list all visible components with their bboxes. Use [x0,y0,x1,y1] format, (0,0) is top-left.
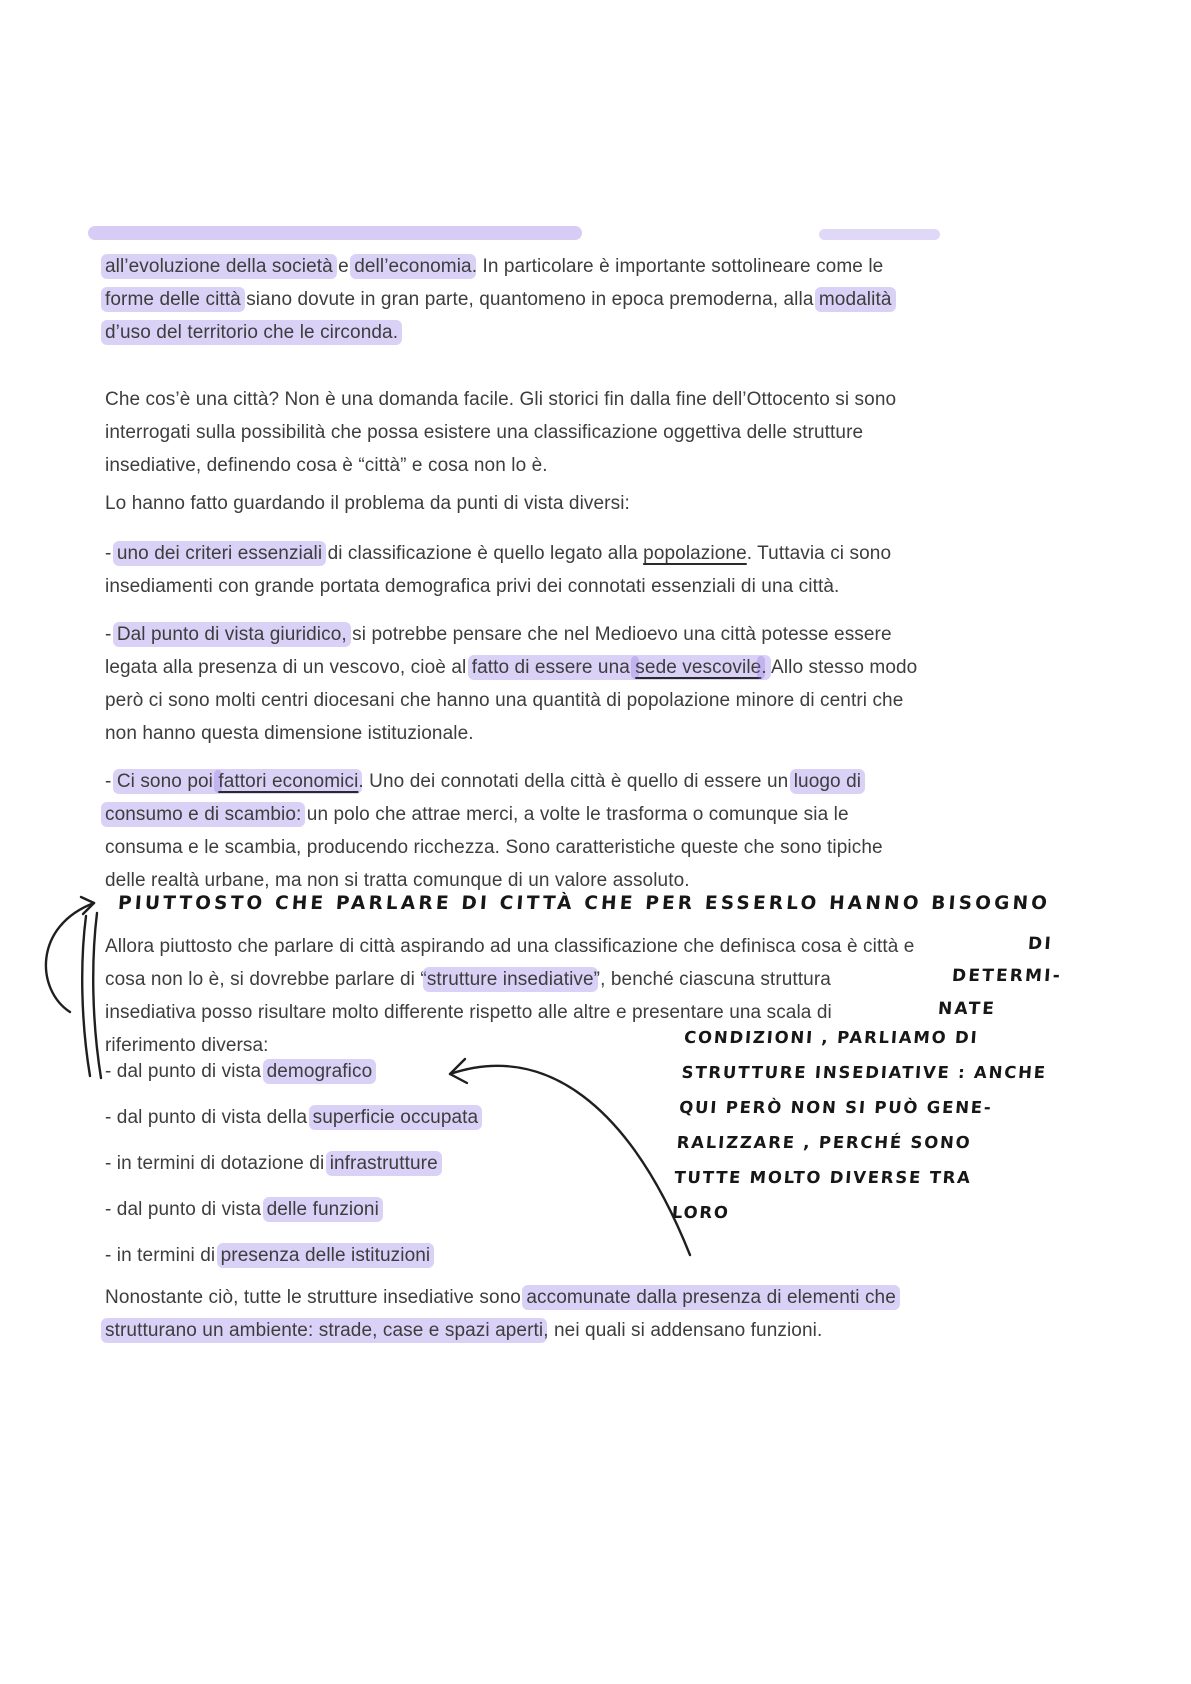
text-segment: insediamenti con grande portata demografica privi dei connotati essenziali di una città. [105,576,840,597]
handwritten-margin-word-di: DI [1027,934,1054,954]
margin-emphasis-bar-icon [82,916,90,1076]
paragraph-intro-evoluzione [105,250,892,349]
highlighted-text: uno dei criteri essenziali [113,541,326,566]
text-segment: , nei quali si addensano funzioni. [543,1320,823,1341]
highlighted-text: dell’economia [350,254,475,279]
text-segment: delle realtà urbane, ma non si tratta comunque di un valore assoluto. [105,870,690,891]
text-line [105,416,896,449]
text-line [105,383,896,416]
text-line [105,930,914,963]
margin-curved-arrow-head-icon [81,897,94,914]
highlighted-text: consumo e di scambio: [101,802,305,827]
text-line [105,570,891,603]
text-line [105,316,892,349]
text-line [105,1281,896,1314]
paragraph-conclusione [105,1281,896,1347]
highlighted-text: all’evoluzione della società [101,254,337,279]
text-segment: . Tuttavia ci sono [746,543,892,564]
link-curved-arrow-icon [450,1066,690,1255]
text-segment: . Uno dei connotati della città è quello di essere un [358,771,794,792]
text-segment: - dal punto di vista [105,1061,267,1082]
margin-curved-arrow-icon [46,903,94,1012]
bullet-demografico [105,1055,372,1088]
text-segment: insediativa posso risultare molto differente rispetto alle altre e presentare una scala di [105,1002,832,1023]
text-segment: consuma e le scambia, producendo ricchezza. Sono caratteristiche queste che sono tipiche [105,837,883,858]
text-segment: Che cos’è una città? Non è una domanda facile. Gli storici fin dalla fine dell’Ottocento si sono [105,389,897,410]
text-segment: Allora piuttosto che parlare di città aspirando ad una classificazione che definisca cosa è città e [105,936,915,957]
highlighted-text: Ci sono poi [113,769,223,794]
paragraph-punti-di-vista [105,487,630,520]
link-curved-arrow-head-icon [450,1059,467,1083]
highlighted-text: fattori economici [214,769,362,794]
highlighted-text: modalità [815,287,896,312]
text-line [105,765,883,798]
highlighted-text: demografico [263,1059,377,1084]
text-segment: - [105,624,117,645]
bullet-superficie-occupata [105,1101,478,1134]
text-line: LORO [671,1203,731,1222]
handwritten-margin-note-block [671,1020,1051,1230]
text-segment: Nonostante ciò, tutte le strutture insediative sono [105,1287,527,1308]
stray-highlight-stroke [819,229,940,240]
paragraph-criterio-giuridico [105,618,917,750]
text-segment: cosa non lo è, si dovrebbe parlare di “ [105,969,427,990]
highlighted-text: infrastrutture [326,1151,442,1176]
text-line [105,537,891,570]
text-line [105,684,917,717]
text-segment: legata alla presenza di un vescovo, cioè al [105,657,472,678]
highlighted-text: strutturano un ambiente: strade, case e spazi aperti [101,1318,547,1343]
bullet-istituzioni [105,1239,430,1272]
text-line [105,1055,372,1088]
text-segment: riferimento diversa: [105,1035,269,1056]
text-line [105,449,896,482]
text-line: TUTTE MOLTO DIVERSE TRA [673,1168,973,1187]
highlighted-text: superficie occupata [309,1105,483,1130]
text-line [105,1101,478,1134]
highlighted-text: strutture insediative [423,967,598,992]
text-segment: siano dovute in gran parte, quantomeno in epoca premoderna, alla [240,289,819,310]
highlighted-text: luogo di [790,769,865,794]
text-line [105,283,892,316]
text-segment: - [105,771,117,792]
text-line: RALIZZARE , PERCHÉ SONO [676,1133,973,1152]
text-line [105,963,914,996]
highlighted-text: fatto di essere una [468,655,640,680]
text-segment: ”, benché ciascuna struttura [593,969,831,990]
text-segment: - dal punto di vista della [105,1107,313,1128]
text-line [105,651,917,684]
text-segment: insediative, definendo cosa è “città” e cosa non lo è. [105,455,548,476]
handwritten-margin-word-nate: NATE [937,999,997,1019]
highlighted-text: presenza delle istituzioni [217,1243,435,1268]
text-segment: di classificazione è quello legato alla [322,543,644,564]
text-segment: e [332,256,355,277]
text-line [105,1314,896,1347]
highlighted-text: forme delle città [101,287,245,312]
text-line [105,618,917,651]
text-segment: interrogati sulla possibilità che possa esistere una classificazione oggettiva delle strutture [105,422,864,443]
text-line [105,487,630,520]
text-line [105,1147,438,1180]
text-line [105,1239,430,1272]
text-segment: - [105,543,117,564]
text-segment: un polo che attrae merci, a volte le trasforma o comunque sia le [301,804,849,825]
text-line [105,1193,379,1226]
bullet-infrastrutture [105,1147,438,1180]
highlighted-text: . [757,655,770,680]
text-line [105,250,892,283]
text-segment: si potrebbe pensare che nel Medioevo una città potesse essere [346,624,892,645]
highlighted-text: delle funzioni [263,1197,383,1222]
text-line [105,831,883,864]
text-line [105,798,883,831]
text-segment: non hanno questa dimensione istituzionale. [105,723,474,744]
text-segment: - dal punto di vista [105,1199,267,1220]
text-line: CONDIZIONI , PARLIAMO DI [683,1028,980,1047]
text-segment: - in termini di [105,1245,221,1266]
handwritten-note-topline: PIUTTOSTO CHE PARLARE DI CITTÀ CHE PER ESSERLO HANNO BISOGNO [117,893,1051,914]
text-line [105,717,917,750]
highlighted-text: accomunate dalla presenza di elementi che [522,1285,900,1310]
underlined-text: popolazione [643,543,747,564]
text-line: STRUTTURE INSEDIATIVE : ANCHE [681,1063,1048,1082]
text-segment: Allo stesso modo [766,657,918,678]
paragraph-criterio-popolazione [105,537,891,603]
text-segment: - in termini di dotazione di [105,1153,330,1174]
text-segment: . In particolare è importante sottolineare come le [471,256,884,277]
handwritten-margin-word-determi: DETERMI- [951,966,1063,986]
margin-emphasis-bar-icon [93,913,101,1078]
highlighted-text: Dal punto di vista giuridico, [113,622,351,647]
bullet-funzioni [105,1193,379,1226]
paragraph-che-cose-una-citta [105,383,896,482]
text-line: QUI PERÒ NON SI PUÒ GENE- [678,1098,994,1117]
text-segment: però ci sono molti centri diocesani che hanno una quantità di popolazione minore di centri che [105,690,904,711]
stray-highlight-stroke [88,226,582,240]
highlighted-text: sede vescovile [631,655,765,680]
paragraph-fattori-economici [105,765,883,897]
highlighted-text: d’uso del territorio che le circonda. [101,320,402,345]
text-segment: Lo hanno fatto guardando il problema da punti di vista diversi: [105,493,630,514]
